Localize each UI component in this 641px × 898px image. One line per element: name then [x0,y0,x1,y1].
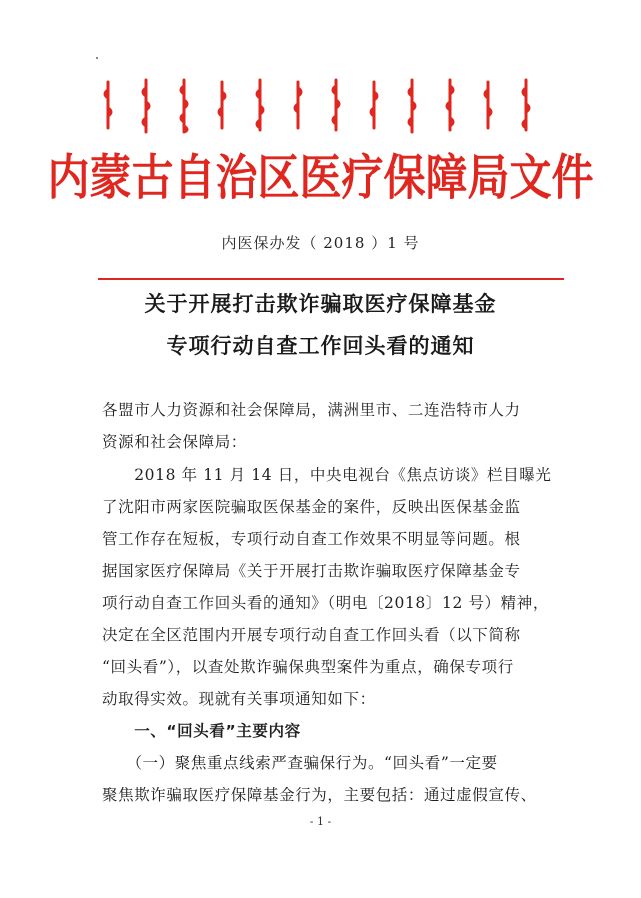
paragraph-1-line-5: 项行动自查工作回头看的通知》（明电〔2018〕12 号）精神， [102,594,549,612]
red-divider-line [98,278,564,280]
mongolian-script-logo [100,78,540,138]
paragraph-1-line-8: 动取得实效。现就有关事项通知如下： [102,690,376,708]
addressee-line-2: 资源和社会保障局： [102,433,247,451]
subsection-1-line-2: 聚焦欺诈骗取医疗保障基金行为，主要包括：通过虚假宣传、 [102,786,537,804]
section-heading-1: 一、“回头看”主要内容 [102,722,301,740]
paragraph-1-line-4: 据国家医疗保障局《关于开展打击欺诈骗取医疗保障基金专 [102,562,521,580]
addressee-line-1: 各盟市人力资源和社会保障局，满洲里市、二连浩特市人力 [102,401,521,419]
paragraph-1-line-6: 决定在全区范围内开展专项行动自查工作回头看（以下简称 [102,626,521,644]
notice-title-line-2: 专项行动自查工作回头看的通知 [166,334,475,358]
paragraph-1-line-7: “回头看”），以查处欺诈骗保典型案件为重点，确保专项行 [102,658,514,676]
paragraph-1-line-2: 了沈阳市两家医院骗取医保基金的案件，反映出医保基金监 [102,498,521,516]
issuer-title: 内蒙古自治区医疗保障局文件 [47,149,594,206]
subsection-1-line-1: （一）聚焦重点线索严查骗保行为。“回头看”一定要 [102,754,498,772]
paragraph-1-line-1: 2018 年 11 月 14 日，中央电视台《焦点访谈》栏目曝光 [102,466,552,484]
paragraph-1-line-3: 管工作存在短板，专项行动自查工作效果不明显等问题。根 [102,530,521,548]
notice-title-line-1: 关于开展打击欺诈骗取医疗保障基金 [144,292,497,316]
document-number: 内医保办发（ 2018 ）1 号 [221,234,420,252]
page-number: - 1 - [309,815,332,828]
mongolian-header [100,78,540,138]
scan-speck [96,57,98,59]
